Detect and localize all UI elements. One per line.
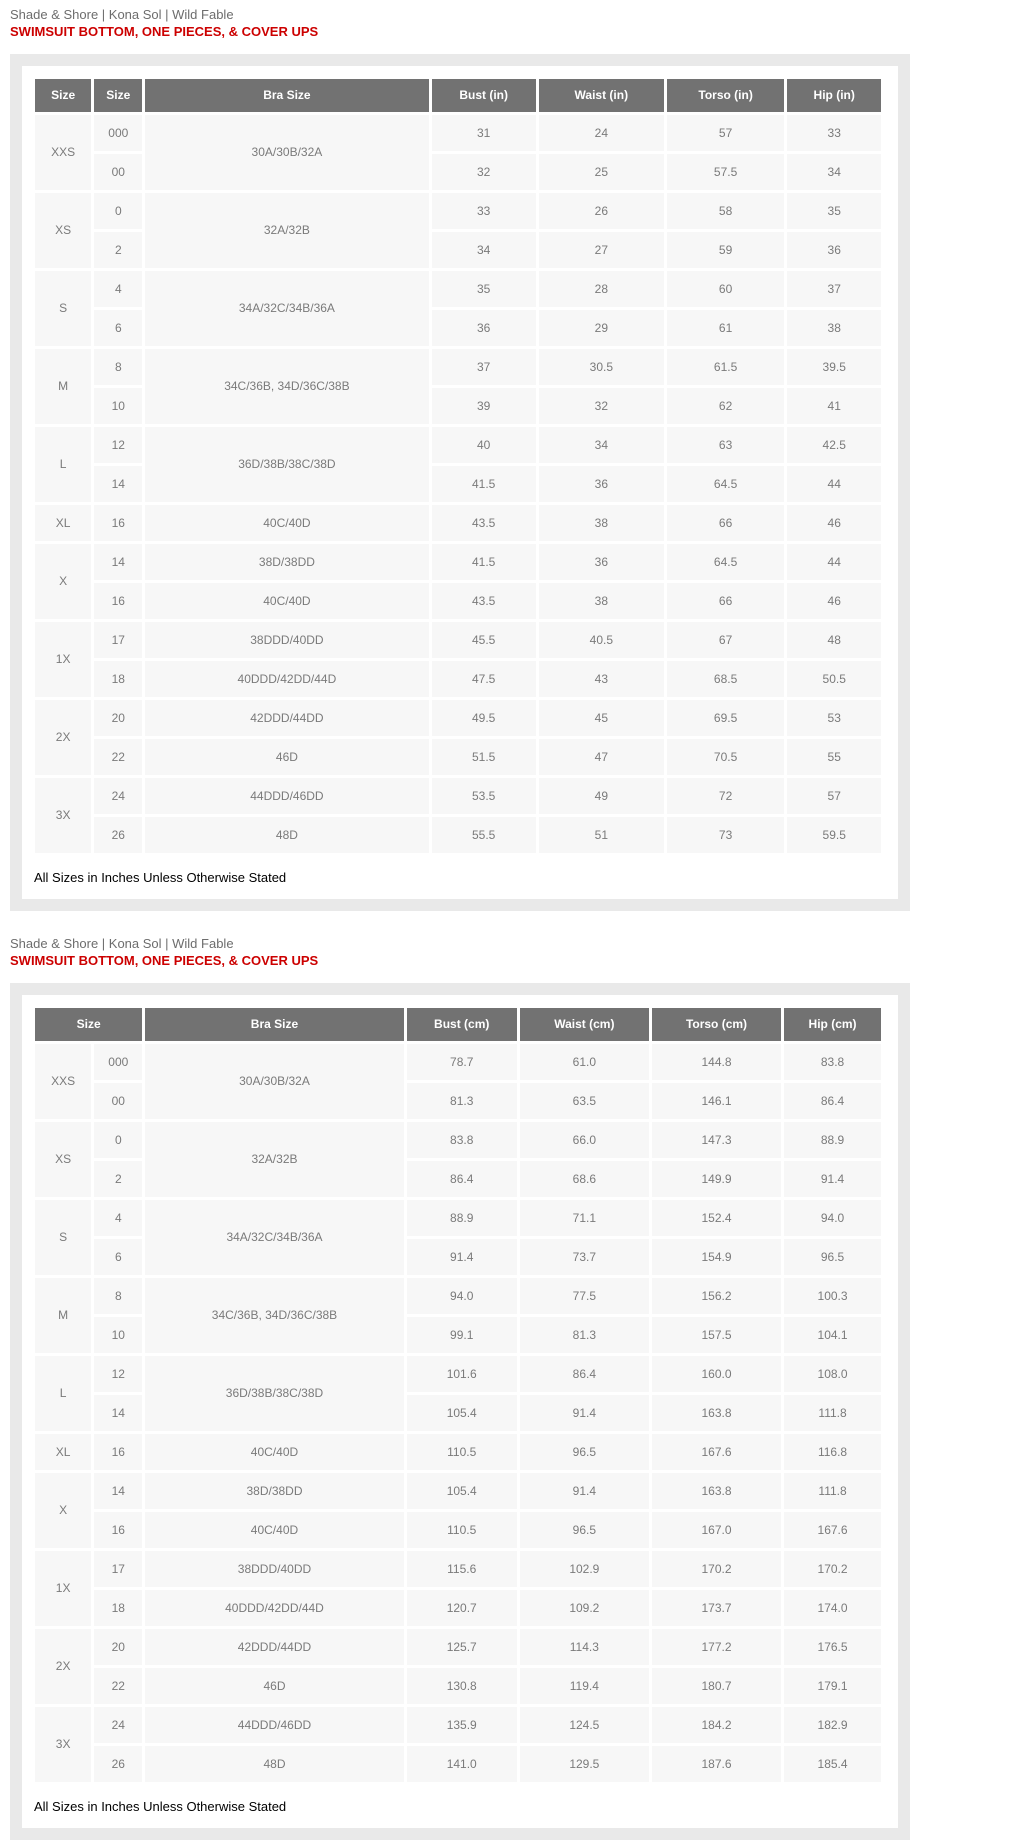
- bra-size-cell: 38D/38DD: [145, 544, 428, 580]
- size-number-cell: 000: [94, 115, 142, 151]
- measurement-cell: 63: [667, 427, 785, 463]
- size-group-cell: 1X: [35, 622, 91, 697]
- measurement-cell: 26: [539, 193, 664, 229]
- measurement-cell: 187.6: [652, 1746, 781, 1782]
- table-row: [35, 427, 881, 463]
- size-group-cell: XL: [35, 1434, 91, 1470]
- size-number-cell: 18: [94, 661, 142, 697]
- table-row: [35, 271, 881, 307]
- measurement-cell: 36: [432, 310, 536, 346]
- measurement-cell: 104.1: [784, 1317, 881, 1353]
- size-number-cell: 20: [94, 1629, 142, 1665]
- bra-size-cell: 34A/32C/34B/36A: [145, 271, 428, 346]
- measurement-cell: 105.4: [407, 1395, 517, 1431]
- size-number-cell: 2: [94, 232, 142, 268]
- bra-size-cell: 46D: [145, 1668, 403, 1704]
- column-header: Waist (cm): [520, 1008, 649, 1041]
- table-row: [35, 1746, 881, 1782]
- measurement-cell: 77.5: [520, 1278, 649, 1314]
- table-row: [35, 778, 881, 814]
- measurement-cell: 167.0: [652, 1512, 781, 1548]
- measurement-cell: 152.4: [652, 1200, 781, 1236]
- table-row: [35, 1629, 881, 1665]
- size-number-cell: 6: [94, 310, 142, 346]
- measurement-cell: 105.4: [407, 1473, 517, 1509]
- measurement-cell: 174.0: [784, 1590, 881, 1626]
- size-group-cell: XXS: [35, 115, 91, 190]
- measurement-cell: 55.5: [432, 817, 536, 853]
- measurement-cell: 60: [667, 271, 785, 307]
- measurement-cell: 28: [539, 271, 664, 307]
- measurement-cell: 47: [539, 739, 664, 775]
- table-row: [35, 193, 881, 229]
- table-row: [35, 661, 881, 697]
- table-row: [35, 1434, 881, 1470]
- measurement-cell: 44: [787, 466, 881, 502]
- size-number-cell: 00: [94, 1083, 142, 1119]
- bra-size-cell: 30A/30B/32A: [145, 1044, 403, 1119]
- size-number-cell: 2: [94, 1161, 142, 1197]
- size-number-cell: 4: [94, 271, 142, 307]
- column-header: Hip (in): [787, 79, 881, 112]
- measurement-cell: 110.5: [407, 1512, 517, 1548]
- measurement-cell: 116.8: [784, 1434, 881, 1470]
- measurement-cell: 73: [667, 817, 785, 853]
- measurement-cell: 33: [787, 115, 881, 151]
- bra-size-cell: 30A/30B/32A: [145, 115, 428, 190]
- bra-size-cell: 32A/32B: [145, 1122, 403, 1197]
- measurement-cell: 160.0: [652, 1356, 781, 1392]
- measurement-cell: 34: [432, 232, 536, 268]
- measurement-cell: 71.1: [520, 1200, 649, 1236]
- measurement-cell: 146.1: [652, 1083, 781, 1119]
- bra-size-cell: 40C/40D: [145, 583, 428, 619]
- measurement-cell: 41: [787, 388, 881, 424]
- table-body: [35, 115, 881, 853]
- size-group-cell: XS: [35, 1122, 91, 1197]
- bra-size-cell: 38DDD/40DD: [145, 1551, 403, 1587]
- measurement-cell: 177.2: [652, 1629, 781, 1665]
- measurement-cell: 50.5: [787, 661, 881, 697]
- size-number-cell: 16: [94, 1434, 142, 1470]
- brands-heading: Shade & Shore | Kona Sol | Wild Fable: [10, 7, 234, 22]
- measurement-cell: 57: [787, 778, 881, 814]
- measurement-cell: 163.8: [652, 1395, 781, 1431]
- measurement-cell: 94.0: [407, 1278, 517, 1314]
- column-header: Hip (cm): [784, 1008, 881, 1041]
- bra-size-cell: 40C/40D: [145, 1512, 403, 1548]
- size-number-cell: 17: [94, 1551, 142, 1587]
- size-group-cell: XL: [35, 505, 91, 541]
- measurement-cell: 96.5: [520, 1434, 649, 1470]
- measurement-cell: 111.8: [784, 1395, 881, 1431]
- measurement-cell: 157.5: [652, 1317, 781, 1353]
- size-chart-table-cm: [32, 1005, 884, 1785]
- measurement-cell: 34: [787, 154, 881, 190]
- measurement-cell: 81.3: [407, 1083, 517, 1119]
- bra-size-cell: 40C/40D: [145, 505, 428, 541]
- measurement-cell: 38: [539, 583, 664, 619]
- table-wrapper: [22, 995, 898, 1828]
- measurement-cell: 91.4: [520, 1473, 649, 1509]
- measurement-cell: 36: [787, 232, 881, 268]
- measurement-cell: 39: [432, 388, 536, 424]
- measurement-cell: 40.5: [539, 622, 664, 658]
- measurement-cell: 108.0: [784, 1356, 881, 1392]
- measurement-cell: 45: [539, 700, 664, 736]
- measurement-cell: 99.1: [407, 1317, 517, 1353]
- measurement-cell: 120.7: [407, 1590, 517, 1626]
- measurement-cell: 24: [539, 115, 664, 151]
- measurement-cell: 176.5: [784, 1629, 881, 1665]
- measurement-cell: 32: [539, 388, 664, 424]
- measurement-cell: 141.0: [407, 1746, 517, 1782]
- measurement-cell: 34: [539, 427, 664, 463]
- measurement-cell: 43: [539, 661, 664, 697]
- size-group-cell: S: [35, 271, 91, 346]
- table-row: [35, 1668, 881, 1704]
- measurement-cell: 72: [667, 778, 785, 814]
- bra-size-cell: 44DDD/46DD: [145, 778, 428, 814]
- measurement-cell: 41.5: [432, 466, 536, 502]
- measurement-cell: 119.4: [520, 1668, 649, 1704]
- measurement-cell: 69.5: [667, 700, 785, 736]
- size-number-cell: 26: [94, 1746, 142, 1782]
- measurement-cell: 184.2: [652, 1707, 781, 1743]
- size-group-cell: L: [35, 427, 91, 502]
- measurement-cell: 179.1: [784, 1668, 881, 1704]
- table-row: [35, 1473, 881, 1509]
- size-group-cell: 2X: [35, 700, 91, 775]
- measurement-cell: 51.5: [432, 739, 536, 775]
- bra-size-cell: 44DDD/46DD: [145, 1707, 403, 1743]
- measurement-cell: 83.8: [784, 1044, 881, 1080]
- table-row: [35, 1551, 881, 1587]
- measurement-cell: 59: [667, 232, 785, 268]
- measurement-cell: 53.5: [432, 778, 536, 814]
- measurement-cell: 66: [667, 583, 785, 619]
- measurement-cell: 35: [432, 271, 536, 307]
- measurement-cell: 130.8: [407, 1668, 517, 1704]
- measurement-cell: 57.5: [667, 154, 785, 190]
- measurement-cell: 115.6: [407, 1551, 517, 1587]
- measurement-cell: 96.5: [784, 1239, 881, 1275]
- table-row: [35, 1122, 881, 1158]
- size-number-cell: 00: [94, 154, 142, 190]
- measurement-cell: 86.4: [520, 1356, 649, 1392]
- size-number-cell: 000: [94, 1044, 142, 1080]
- measurement-cell: 109.2: [520, 1590, 649, 1626]
- measurement-cell: 64.5: [667, 466, 785, 502]
- bra-size-cell: 34C/36B, 34D/36C/38B: [145, 1278, 403, 1353]
- table-row: [35, 700, 881, 736]
- measurement-cell: 101.6: [407, 1356, 517, 1392]
- measurement-cell: 66.0: [520, 1122, 649, 1158]
- bra-size-cell: 36D/38B/38C/38D: [145, 427, 428, 502]
- size-number-cell: 20: [94, 700, 142, 736]
- measurement-cell: 36: [539, 466, 664, 502]
- measurement-cell: 100.3: [784, 1278, 881, 1314]
- size-number-cell: 24: [94, 1707, 142, 1743]
- bra-size-cell: 32A/32B: [145, 193, 428, 268]
- measurement-cell: 94.0: [784, 1200, 881, 1236]
- size-number-cell: 10: [94, 1317, 142, 1353]
- measurement-cell: 96.5: [520, 1512, 649, 1548]
- measurement-cell: 185.4: [784, 1746, 881, 1782]
- size-number-cell: 16: [94, 505, 142, 541]
- measurement-cell: 154.9: [652, 1239, 781, 1275]
- size-chart-section-inches: [10, 0, 1024, 911]
- measurement-cell: 35: [787, 193, 881, 229]
- column-header: Torso (cm): [652, 1008, 781, 1041]
- measurement-cell: 64.5: [667, 544, 785, 580]
- table-row: [35, 739, 881, 775]
- size-number-cell: 0: [94, 193, 142, 229]
- bra-size-cell: 38DDD/40DD: [145, 622, 428, 658]
- measurement-cell: 110.5: [407, 1434, 517, 1470]
- measurement-cell: 88.9: [407, 1200, 517, 1236]
- size-group-cell: X: [35, 1473, 91, 1548]
- column-header: Torso (in): [667, 79, 785, 112]
- measurement-cell: 44: [787, 544, 881, 580]
- size-number-cell: 16: [94, 583, 142, 619]
- column-header: Size: [94, 79, 142, 112]
- table-row: [35, 1512, 881, 1548]
- measurement-cell: 63.5: [520, 1083, 649, 1119]
- size-group-cell: M: [35, 349, 91, 424]
- measurement-cell: 170.2: [784, 1551, 881, 1587]
- bra-size-cell: 34A/32C/34B/36A: [145, 1200, 403, 1275]
- bra-size-cell: 48D: [145, 817, 428, 853]
- measurement-cell: 57: [667, 115, 785, 151]
- measurement-cell: 61: [667, 310, 785, 346]
- size-group-cell: 3X: [35, 1707, 91, 1782]
- size-group-cell: 3X: [35, 778, 91, 853]
- measurement-cell: 73.7: [520, 1239, 649, 1275]
- bra-size-cell: 34C/36B, 34D/36C/38B: [145, 349, 428, 424]
- measurement-cell: 58: [667, 193, 785, 229]
- measurement-cell: 61.0: [520, 1044, 649, 1080]
- size-group-cell: XXS: [35, 1044, 91, 1119]
- size-chart-panel: [10, 54, 910, 911]
- bra-size-cell: 36D/38B/38C/38D: [145, 1356, 403, 1431]
- measurement-cell: 86.4: [784, 1083, 881, 1119]
- measurement-cell: 156.2: [652, 1278, 781, 1314]
- measurement-cell: 30.5: [539, 349, 664, 385]
- bra-size-cell: 40DDD/42DD/44D: [145, 1590, 403, 1626]
- table-row: [35, 1278, 881, 1314]
- table-row: [35, 1200, 881, 1236]
- measurement-cell: 42.5: [787, 427, 881, 463]
- table-row: [35, 1590, 881, 1626]
- table-row: [35, 505, 881, 541]
- measurement-cell: 88.9: [784, 1122, 881, 1158]
- column-header: Waist (in): [539, 79, 664, 112]
- measurement-cell: 182.9: [784, 1707, 881, 1743]
- measurement-cell: 91.4: [784, 1161, 881, 1197]
- measurement-cell: 66: [667, 505, 785, 541]
- size-number-cell: 24: [94, 778, 142, 814]
- size-number-cell: 22: [94, 739, 142, 775]
- measurement-cell: 91.4: [407, 1239, 517, 1275]
- measurement-cell: 43.5: [432, 583, 536, 619]
- measurement-cell: 49.5: [432, 700, 536, 736]
- size-number-cell: 22: [94, 1668, 142, 1704]
- table-row: [35, 583, 881, 619]
- column-header: Bust (cm): [407, 1008, 517, 1041]
- bra-size-cell: 42DDD/44DD: [145, 700, 428, 736]
- measurement-cell: 125.7: [407, 1629, 517, 1665]
- measurement-cell: 114.3: [520, 1629, 649, 1665]
- measurement-cell: 167.6: [652, 1434, 781, 1470]
- size-number-cell: 26: [94, 817, 142, 853]
- measurement-cell: 39.5: [787, 349, 881, 385]
- table-wrapper: [22, 66, 898, 899]
- bra-size-cell: 48D: [145, 1746, 403, 1782]
- measurement-cell: 173.7: [652, 1590, 781, 1626]
- measurement-cell: 81.3: [520, 1317, 649, 1353]
- chart-title: SWIMSUIT BOTTOM, ONE PIECES, & COVER UPS: [10, 23, 319, 39]
- measurement-cell: 102.9: [520, 1551, 649, 1587]
- size-number-cell: 10: [94, 388, 142, 424]
- table-row: [35, 115, 881, 151]
- brands-heading: Shade & Shore | Kona Sol | Wild Fable: [10, 935, 234, 951]
- measurement-cell: 129.5: [520, 1746, 649, 1782]
- measurement-cell: 68.6: [520, 1161, 649, 1197]
- measurement-cell: 51: [539, 817, 664, 853]
- measurement-cell: 149.9: [652, 1161, 781, 1197]
- measurement-cell: 68.5: [667, 661, 785, 697]
- bra-size-cell: 46D: [145, 739, 428, 775]
- size-number-cell: 12: [94, 427, 142, 463]
- size-group-cell: L: [35, 1356, 91, 1431]
- column-header: Bust (in): [432, 79, 536, 112]
- table-header: [35, 1008, 881, 1041]
- measurement-cell: 67: [667, 622, 785, 658]
- bra-size-cell: 42DDD/44DD: [145, 1629, 403, 1665]
- measurement-cell: 170.2: [652, 1551, 781, 1587]
- measurement-cell: 27: [539, 232, 664, 268]
- table-body: [35, 1044, 881, 1782]
- measurement-cell: 33: [432, 193, 536, 229]
- size-group-cell: X: [35, 544, 91, 619]
- measurement-cell: 38: [787, 310, 881, 346]
- size-number-cell: 4: [94, 1200, 142, 1236]
- table-row: [35, 622, 881, 658]
- header-row: [35, 1008, 881, 1041]
- size-group-cell: 1X: [35, 1551, 91, 1626]
- measurement-cell: 31: [432, 115, 536, 151]
- measurement-cell: 45.5: [432, 622, 536, 658]
- measurement-cell: 83.8: [407, 1122, 517, 1158]
- bra-size-cell: 40DDD/42DD/44D: [145, 661, 428, 697]
- column-header: Size: [35, 1008, 142, 1041]
- measurement-cell: 29: [539, 310, 664, 346]
- table-row: [35, 1356, 881, 1392]
- size-number-cell: 17: [94, 622, 142, 658]
- measurement-cell: 40: [432, 427, 536, 463]
- chart-title: SWIMSUIT BOTTOM, ONE PIECES, & COVER UPS: [10, 952, 319, 968]
- table-row: [35, 544, 881, 580]
- measurement-cell: 78.7: [407, 1044, 517, 1080]
- measurement-cell: 25: [539, 154, 664, 190]
- table-row: [35, 817, 881, 853]
- size-group-cell: S: [35, 1200, 91, 1275]
- measurement-cell: 37: [432, 349, 536, 385]
- size-number-cell: 16: [94, 1512, 142, 1548]
- column-header: Bra Size: [145, 79, 428, 112]
- size-number-cell: 14: [94, 1395, 142, 1431]
- table-header: [35, 79, 881, 112]
- measurement-cell: 46: [787, 505, 881, 541]
- bra-size-cell: 38D/38DD: [145, 1473, 403, 1509]
- size-number-cell: 12: [94, 1356, 142, 1392]
- size-number-cell: 14: [94, 544, 142, 580]
- measurement-cell: 62: [667, 388, 785, 424]
- size-number-cell: 14: [94, 1473, 142, 1509]
- header-row: [35, 79, 881, 112]
- measurement-cell: 43.5: [432, 505, 536, 541]
- table-row: [35, 1044, 881, 1080]
- measurement-cell: 61.5: [667, 349, 785, 385]
- measurement-cell: 48: [787, 622, 881, 658]
- column-header: Size: [35, 79, 91, 112]
- size-number-cell: 18: [94, 1590, 142, 1626]
- measurement-cell: 55: [787, 739, 881, 775]
- measurement-cell: 144.8: [652, 1044, 781, 1080]
- size-group-cell: M: [35, 1278, 91, 1353]
- measurement-cell: 180.7: [652, 1668, 781, 1704]
- size-group-cell: 2X: [35, 1629, 91, 1704]
- measurement-cell: 53: [787, 700, 881, 736]
- size-group-cell: XS: [35, 193, 91, 268]
- measurement-cell: 49: [539, 778, 664, 814]
- measurement-cell: 167.6: [784, 1512, 881, 1548]
- table-footnote: All Sizes in Inches Unless Otherwise Stated: [32, 856, 884, 889]
- measurement-cell: 32: [432, 154, 536, 190]
- measurement-cell: 135.9: [407, 1707, 517, 1743]
- measurement-cell: 70.5: [667, 739, 785, 775]
- size-chart-panel: [10, 983, 910, 1840]
- table-footnote: All Sizes in Inches Unless Otherwise Stated: [32, 1785, 884, 1818]
- measurement-cell: 46: [787, 583, 881, 619]
- size-number-cell: 0: [94, 1122, 142, 1158]
- measurement-cell: 41.5: [432, 544, 536, 580]
- measurement-cell: 37: [787, 271, 881, 307]
- measurement-cell: 124.5: [520, 1707, 649, 1743]
- size-chart-table-inches: [32, 76, 884, 856]
- table-row: [35, 349, 881, 385]
- bra-size-cell: 40C/40D: [145, 1434, 403, 1470]
- measurement-cell: 147.3: [652, 1122, 781, 1158]
- measurement-cell: 59.5: [787, 817, 881, 853]
- measurement-cell: 47.5: [432, 661, 536, 697]
- measurement-cell: 86.4: [407, 1161, 517, 1197]
- column-header: Bra Size: [145, 1008, 403, 1041]
- size-number-cell: 8: [94, 349, 142, 385]
- size-number-cell: 14: [94, 466, 142, 502]
- size-number-cell: 6: [94, 1239, 142, 1275]
- measurement-cell: 111.8: [784, 1473, 881, 1509]
- measurement-cell: 36: [539, 544, 664, 580]
- size-chart-section-cm: [10, 911, 1024, 1840]
- size-number-cell: 8: [94, 1278, 142, 1314]
- measurement-cell: 38: [539, 505, 664, 541]
- table-row: [35, 1707, 881, 1743]
- measurement-cell: 91.4: [520, 1395, 649, 1431]
- measurement-cell: 163.8: [652, 1473, 781, 1509]
